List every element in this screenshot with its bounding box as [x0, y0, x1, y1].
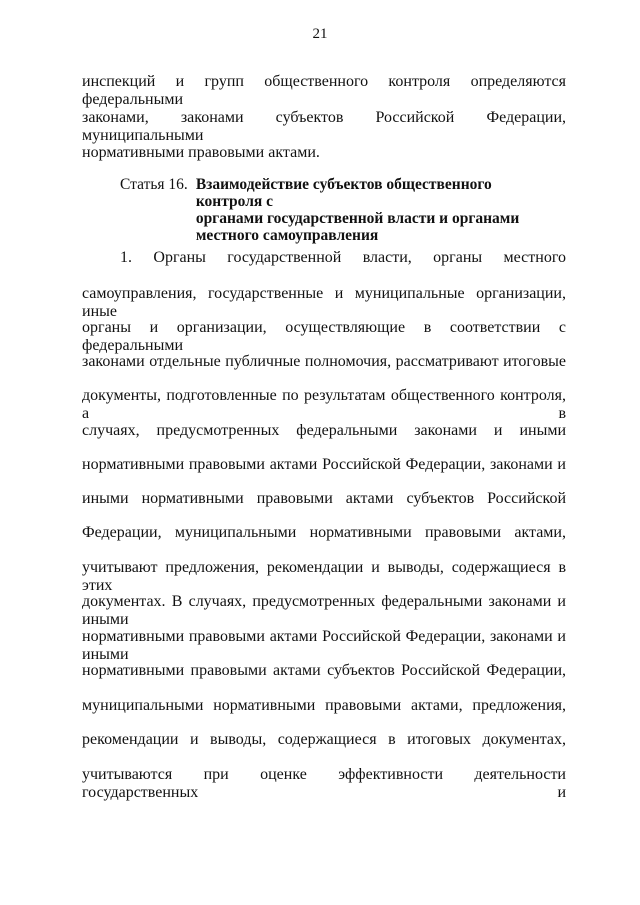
paragraph-line-5: документы, подготовленные по результатам общественного контроля, а в [82, 387, 566, 422]
paragraph-line-15: рекомендации и выводы, содержащиеся в итоговых документах, [82, 731, 566, 748]
paragraph-line-6: случаях, предусмотренных федеральными законами и иными [82, 422, 566, 439]
paragraph-line-1: 1. Органы государственной власти, органы местного [120, 249, 566, 266]
article-number: Статья 16. [120, 176, 188, 193]
article-title [196, 176, 560, 244]
paragraph-line-3: органы и организации, осуществляющие в соответствии с федеральными [82, 319, 566, 354]
paragraph-line-13: нормативными правовыми актами субъектов Российской Федерации, [82, 662, 566, 679]
paragraph-line-14: муниципальными нормативными правовыми актами, предложения, [82, 697, 566, 714]
paragraph-line-12: нормативными правовыми актами Российской Федерации, законами и иными [82, 628, 566, 663]
page-number: 21 [312, 26, 328, 42]
paragraph-line-8: иными нормативными правовыми актами субъектов Российской [82, 490, 566, 507]
article-heading [120, 176, 560, 244]
intro-line-2: законами, законами субъектов Российской Федерации, муниципальными [82, 109, 566, 144]
paragraph-line-7: нормативными правовыми актами Российской Федерации, законами и [82, 456, 566, 473]
article-title-line-1: Взаимодействие субъектов общественного контроля с [195, 176, 492, 210]
article-title-line-2: органами государственной власти и органами [195, 210, 520, 227]
intro-line-3: нормативными правовыми актами. [82, 144, 320, 161]
article-title-line-3: местного самоуправления [195, 227, 379, 244]
paragraph-line-4: законами отдельные публичные полномочия, рассматривают итоговые [82, 353, 566, 370]
paragraph-line-10: учитывают предложения, рекомендации и выводы, содержащиеся в этих [82, 559, 566, 594]
paragraph-line-11: документах. В случаях, предусмотренных федеральными законами и иными [82, 593, 566, 628]
intro-line-1: инспекций и групп общественного контроля определяются федеральными [82, 73, 566, 108]
paragraph-line-16: учитываются при оценке эффективности деятельности государственных и [82, 766, 566, 801]
paragraph-line-2: самоуправления, государственные и муниципальные организации, иные [82, 285, 566, 320]
paragraph-line-9: Федерации, муниципальными нормативными правовыми актами, [82, 524, 566, 541]
